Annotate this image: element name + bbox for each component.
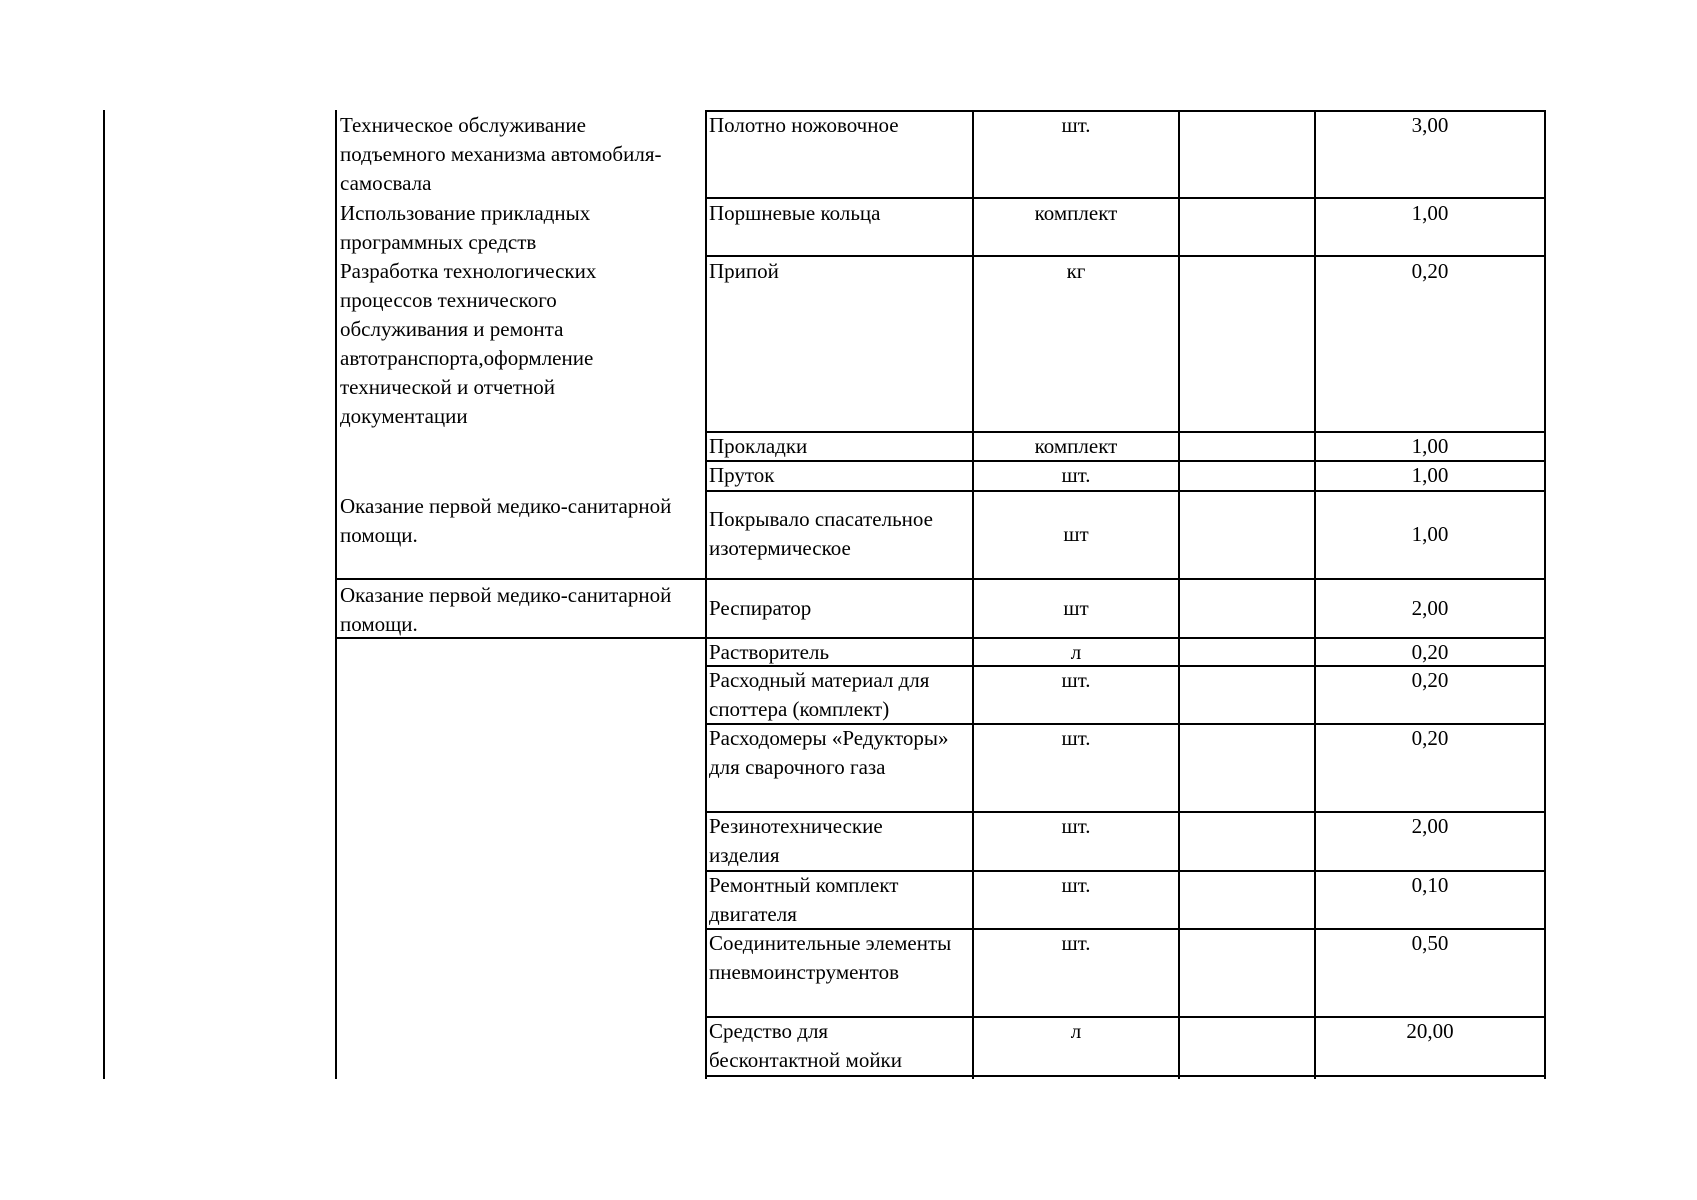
task-separator-1 [335,578,707,580]
task-cell-2: Использование прикладных программных средств [340,201,591,254]
row-5-unit: шт. [1061,463,1091,487]
row-1-extra [1180,111,1314,141]
row-11-qty: 2,00 [1411,814,1449,838]
row-8-qty: 0,20 [1411,640,1449,664]
row-9-extra [1180,666,1314,696]
row-2-name: Поршневые кольца [709,201,881,225]
row-12-unit: шт. [1061,873,1091,897]
row-9-name: Расходный материал для споттера (комплект) [709,668,930,721]
task-cell-5: Оказание первой медико-санитарной помощи. [340,583,672,636]
row-6-extra [1180,520,1314,550]
row-3-extra [1180,257,1314,287]
row-12-qty: 0,10 [1411,873,1449,897]
row-10-name: Расходомеры «Редукторы» для сварочного газа [709,726,949,779]
row-12-name: Ремонтный комплект двигателя [709,873,899,926]
row-8-name: Растворитель [709,640,830,664]
row-13-qty: 0,50 [1411,931,1449,955]
row-7-name: Респиратор [709,596,812,620]
row-1-unit: шт. [1061,113,1091,137]
task-cell-4: Оказание первой медико-санитарной помощи. [340,494,672,547]
row-9-qty: 0,20 [1411,668,1449,692]
row-4-extra [1180,432,1314,461]
row-6-unit: шт [1063,522,1089,546]
task-separator-2 [335,637,707,639]
row-7-extra [1180,594,1314,624]
row-14-unit: л [1070,1019,1082,1043]
row-14-qty: 20,00 [1406,1019,1454,1043]
row-13-name: Соединительные элементы пневмоинструментов [709,931,952,984]
row-5-name: Пруток [709,463,775,487]
row-3-qty: 0,20 [1411,259,1449,283]
task-cell-1: Техническое обслуживание подъемного механизма автомобиля- самосвала [340,113,662,195]
row-10-unit: шт. [1061,726,1091,750]
row-5-extra [1180,461,1314,490]
row-14-name: Средство для бесконтактной мойки [709,1019,902,1072]
task-column-left-line [335,110,337,1079]
row-13-extra [1180,929,1314,959]
row-12-extra [1180,871,1314,901]
row-8-extra [1180,638,1314,666]
row-4-unit: комплект [1034,434,1118,458]
table-row-line-6 [705,578,1546,580]
row-2-qty: 1,00 [1411,201,1449,225]
row-10-qty: 0,20 [1411,726,1449,750]
row-11-extra [1180,812,1314,842]
row-9-unit: шт. [1061,668,1091,692]
row-7-qty: 2,00 [1411,596,1449,620]
row-11-name: Резинотехнические изделия [709,814,883,867]
row-5-qty: 1,00 [1411,463,1449,487]
row-3-unit: кг [1066,259,1086,283]
row-2-extra [1180,199,1314,229]
row-13-unit: шт. [1061,931,1091,955]
table-row-line-5 [705,490,1546,492]
row-8-unit: л [1070,640,1082,664]
row-6-qty: 1,00 [1411,522,1449,546]
row-7-unit: шт [1063,596,1089,620]
row-4-name: Прокладки [709,434,808,458]
row-10-extra [1180,724,1314,754]
row-6-name: Покрывало спасательное изотермическое [709,507,933,560]
task-cell-3: Разработка технологических процессов технического обслуживания и ремонта автотранспорта,оформление технической и отчетной документации [340,259,597,428]
table-row-line-14 [705,1075,1546,1077]
row-4-qty: 1,00 [1411,434,1449,458]
row-1-qty: 3,00 [1411,113,1449,137]
left-border-line [103,110,105,1079]
row-14-extra [1180,1017,1314,1047]
row-2-unit: комплект [1034,201,1118,225]
row-11-unit: шт. [1061,814,1091,838]
row-1-name: Полотно ножовочное [709,113,899,137]
row-3-name: Припой [709,259,779,283]
